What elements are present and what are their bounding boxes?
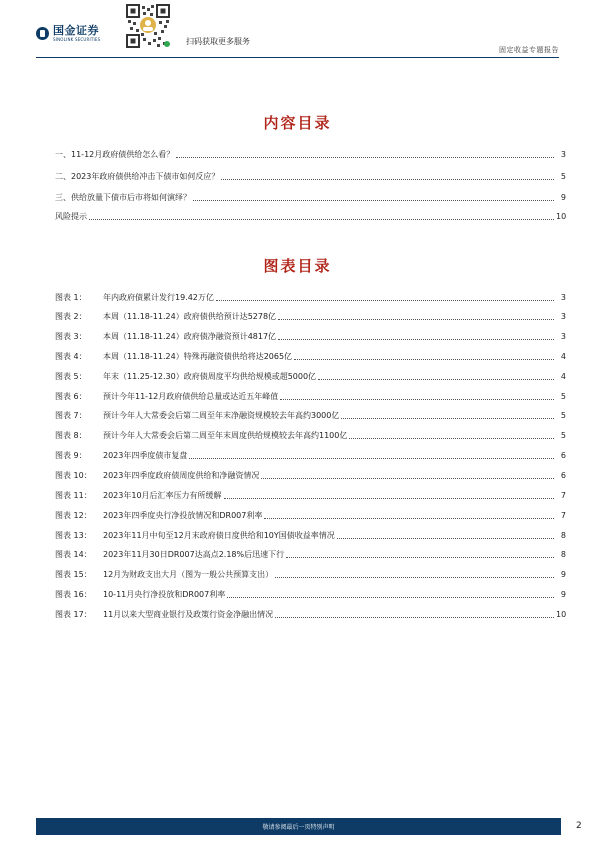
- figure-item-page: 10: [556, 610, 567, 619]
- figure-item-page: 8: [560, 550, 566, 559]
- toc-leader-dots: [89, 219, 554, 220]
- figure-label: 图表 16：: [55, 590, 92, 599]
- toc-leader-dots: [193, 200, 554, 201]
- figure-item-text: 2023年10月后汇率压力有所缓解: [103, 491, 222, 500]
- qr-code-icon[interactable]: [126, 4, 170, 48]
- figure-item[interactable]: [55, 409, 566, 421]
- figure-item[interactable]: [55, 330, 566, 342]
- figure-label: 图表 10：: [55, 471, 92, 480]
- toc-item-text: 风险提示: [55, 212, 87, 221]
- figure-item-page: 5: [560, 392, 566, 401]
- disclaimer-notice: 敬请参阅最后一页特别声明: [262, 824, 335, 831]
- figure-label: 图表 5：: [55, 372, 87, 381]
- toc-leader-dots: [176, 157, 554, 158]
- figure-item-text: 2023年四季度政府债周度供给和净融资情况: [103, 471, 260, 480]
- toc-leader-dots: [337, 538, 554, 539]
- toc-leader-dots: [349, 438, 554, 439]
- figure-item[interactable]: [55, 608, 566, 620]
- figure-item-text: 本周（11.18-11.24）政府债供给预计达5278亿: [103, 312, 277, 321]
- figure-label: 图表 17：: [55, 610, 92, 619]
- logo-en-text: SINOLINK SECURITIES: [53, 37, 101, 42]
- figure-label: 图表 11：: [55, 491, 92, 500]
- figure-item[interactable]: [55, 291, 566, 303]
- toc-leader-dots: [278, 339, 554, 340]
- figures-title: 图表目录: [263, 257, 332, 275]
- report-type-label: 固定收益专题报告: [499, 46, 559, 54]
- toc-leader-dots: [280, 399, 554, 400]
- figure-label: 图表 14：: [55, 550, 92, 559]
- figure-item[interactable]: [55, 489, 566, 501]
- page-header: [0, 0, 595, 60]
- figure-item-text: 本周（11.18-11.24）政府债净融资预计4817亿: [103, 332, 277, 341]
- toc-leader-dots: [294, 359, 554, 360]
- figure-item-text: 12月为财政支出大月（图为一般公共预算支出）: [103, 570, 274, 579]
- toc-item-text: 一、11-12月政府债供给怎么看？: [55, 150, 175, 159]
- figure-item-page: 7: [560, 511, 566, 520]
- figure-item-page: 5: [560, 431, 566, 440]
- toc-leader-dots: [286, 557, 554, 558]
- figure-item-text: 预计今年11-12月政府债供给总量或达近五年峰值: [103, 392, 279, 401]
- figure-item-page: 4: [560, 372, 566, 381]
- figure-item[interactable]: [55, 350, 566, 362]
- footer-bar: [36, 818, 561, 835]
- logo-cn-text: 国金证券: [53, 24, 99, 37]
- figure-item-page: 9: [560, 590, 566, 599]
- scan-prompt-text: 扫码获取更多服务: [186, 37, 250, 46]
- figure-item[interactable]: [55, 469, 566, 481]
- figure-item-text: 10-11月央行净投放和DR007利率: [103, 590, 226, 599]
- figure-item[interactable]: [55, 429, 566, 441]
- toc-item-text: 三、供给放量下债市后市将如何演绎？: [55, 193, 191, 202]
- toc-leader-dots: [221, 179, 554, 180]
- toc-item[interactable]: [55, 148, 566, 160]
- toc-item-page: 9: [560, 193, 566, 202]
- figure-item-page: 7: [560, 491, 566, 500]
- figure-label: 图表 6：: [55, 392, 87, 401]
- figure-item[interactable]: [55, 509, 566, 521]
- toc-leader-dots: [318, 379, 554, 380]
- figure-item-text: 预计今年人大常委会后第二周至年末周度供给规模较去年高约1100亿: [103, 431, 348, 440]
- figure-item[interactable]: [55, 310, 566, 322]
- toc-item[interactable]: [55, 170, 566, 182]
- toc-item-page: 3: [560, 150, 566, 159]
- figure-item-page: 6: [560, 451, 566, 460]
- figure-item-text: 2023年11月30日DR007达高点2.18%后迅速下行: [103, 550, 285, 559]
- toc-leader-dots: [227, 597, 554, 598]
- company-logo: [36, 25, 100, 42]
- figure-item[interactable]: [55, 449, 566, 461]
- header-divider: [36, 57, 559, 58]
- figure-item-page: 3: [560, 332, 566, 341]
- contents-title: 内容目录: [263, 114, 332, 132]
- figure-item-text: 预计今年人大常委会后第二周至年末净融资规模较去年高约3000亿: [103, 411, 340, 420]
- figure-item-page: 5: [560, 411, 566, 420]
- toc-leader-dots: [278, 319, 554, 320]
- toc-leader-dots: [224, 498, 554, 499]
- figure-item-text: 年末（11.25-12.30）政府债周度平均供给规模或超5000亿: [103, 372, 317, 381]
- figure-item-page: 3: [560, 312, 566, 321]
- figure-label: 图表 2：: [55, 312, 87, 321]
- figure-label: 图表 7：: [55, 411, 87, 420]
- figure-label: 图表 3：: [55, 332, 87, 341]
- toc-item[interactable]: [55, 210, 566, 222]
- figure-item-page: 3: [560, 293, 566, 302]
- figure-item[interactable]: [55, 548, 566, 560]
- figure-label: 图表 13：: [55, 531, 92, 540]
- figure-label: 图表 9：: [55, 451, 87, 460]
- figure-label: 图表 12：: [55, 511, 92, 520]
- toc-leader-dots: [261, 478, 554, 479]
- toc-leader-dots: [189, 458, 554, 459]
- figure-item-text: 年内政府债累计发行19.42万亿: [103, 293, 214, 302]
- figure-item[interactable]: [55, 529, 566, 541]
- figure-label: 图表 1：: [55, 293, 87, 302]
- figure-label: 图表 8：: [55, 431, 87, 440]
- toc-leader-dots: [216, 300, 554, 301]
- toc-leader-dots: [275, 577, 554, 578]
- figure-item-text: 2023年11月中旬至12月末政府债日度供给和10Y国债收益率情况: [103, 531, 335, 540]
- toc-item-page: 5: [560, 172, 566, 181]
- logo-mark-icon: [36, 27, 49, 40]
- page-number: 2: [576, 821, 582, 831]
- figure-item-page: 4: [560, 352, 566, 361]
- figure-item[interactable]: [55, 390, 566, 402]
- figure-item-page: 9: [560, 570, 566, 579]
- figure-item[interactable]: [55, 568, 566, 580]
- toc-item-text: 二、2023年政府债供给冲击下债市如何反应？: [55, 172, 220, 181]
- toc-item[interactable]: [55, 191, 566, 203]
- figure-item-text: 11月以来大型商业银行及政策行资金净融出情况: [103, 610, 274, 619]
- figure-item-page: 6: [560, 471, 566, 480]
- figure-item-text: 2023年四季度央行净投放情况和DR007利率: [103, 511, 263, 520]
- figure-label: 图表 4：: [55, 352, 87, 361]
- toc-item-page: 10: [556, 212, 567, 221]
- toc-leader-dots: [264, 518, 554, 519]
- figure-item[interactable]: [55, 370, 566, 382]
- toc-leader-dots: [341, 418, 554, 419]
- figure-item-page: 8: [560, 531, 566, 540]
- figure-item[interactable]: [55, 588, 566, 600]
- figure-label: 图表 15：: [55, 570, 92, 579]
- figure-item-text: 本周（11.18-11.24）特殊再融资债供给将达2065亿: [103, 352, 293, 361]
- toc-leader-dots: [275, 617, 554, 618]
- figure-item-text: 2023年四季度债市复盘: [103, 451, 188, 460]
